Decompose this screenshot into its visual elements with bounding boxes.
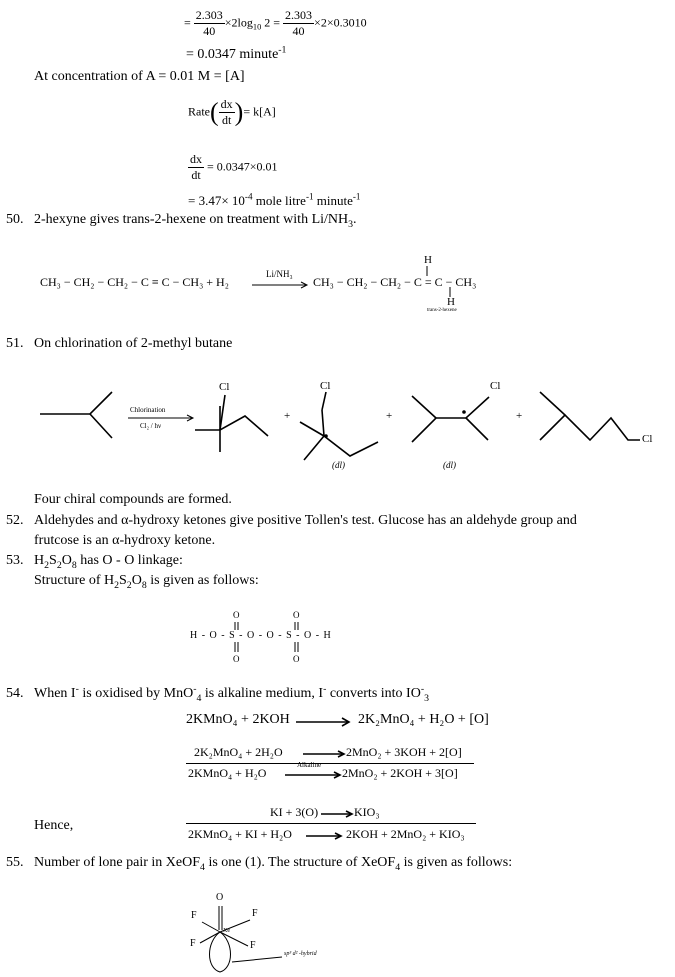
equation-rate-constant: = $\frac{2.303}{40}$ $\times 2\log_{10}$ 2 = $\frac{2.303}{40}$ ×2×0.3010 — [184, 8, 367, 38]
rate-equation: Rate( $\frac{dx}{dt}$ )= k[A] — [188, 97, 276, 127]
eq-b-left: 2K₂MnO₄ + 2H₂O — [194, 745, 283, 759]
hexyne-reactant: CH₃ − CH₂ − CH₂ − C ≡ C − CH₃ + H₂ — [40, 275, 229, 289]
eq-e-left: 2KMnO₄ + KI + H₂O — [188, 827, 292, 841]
chlorination-reagent: Chlorination — [130, 406, 166, 414]
xeof4-o: O — [216, 892, 224, 903]
question-52-number: 52. — [6, 513, 24, 528]
o-top-2: O — [293, 610, 300, 620]
cl-label-3: Cl — [490, 380, 501, 392]
hybrid-label: sp³ d² -hybrid — [284, 951, 317, 957]
reagent-li-nh3: Li/NH₃ — [266, 269, 293, 279]
question-54-text: When I- is oxidised by MnO-$_4$ is alkaline medium, I- converts into $IO^-_3$ — [34, 683, 429, 704]
question-52-line1: Aldehydes and α-hydroxy ketones give positive Tollen's test. Glucose has an aldehyde group and — [34, 513, 577, 528]
eq-c-right: 2MnO₂ + 2KOH + 3[O] — [342, 766, 458, 780]
cl-label-2: Cl — [320, 380, 331, 392]
plus-1: + — [284, 410, 291, 422]
xeof4-xe: Xe — [223, 928, 230, 934]
eq-b-right: 2MnO₂ + 3KOH + 2[O] — [346, 745, 462, 759]
eq-d-left: KI + 3(O) — [270, 805, 319, 819]
dl-label-2: (dl) — [443, 460, 456, 470]
question-53-line1: $H_2S_2O_8$ has O - O linkage: — [34, 553, 183, 571]
xeof4-f4: F — [250, 940, 256, 951]
eq-d-right: KIO₃ — [354, 805, 380, 819]
question-54-number: 54. — [6, 686, 24, 701]
eq-c-reagent: Alkaline — [297, 761, 322, 769]
dl-label-1: (dl) — [332, 460, 345, 470]
plus-2: + — [386, 410, 393, 422]
question-51-text: On chlorination of 2-methyl butane — [34, 336, 233, 351]
o-bottom-2: O — [293, 654, 300, 664]
h-bottom: H — [447, 296, 455, 308]
xeof4-f3: F — [190, 938, 196, 949]
peroxydisulfuric-structure: H - O - S - O - O - S - O - H — [190, 630, 332, 641]
equals-sign: = — [184, 15, 191, 30]
eq-a-right: 2K₂MnO₄ + H₂O + [O] — [358, 712, 489, 727]
fraction: $\frac{2.303}{40}$ — [285, 8, 313, 38]
question-50-text: 2-hexyne gives trans-2-hexene on treatment with $Li/NH_3$. — [34, 212, 357, 230]
question-55-text: Number of lone pair in XeOF$_4$ is one (1). The structure of XeOF$_4$ is given as follows: — [34, 855, 513, 873]
xeof4-f1: F — [191, 910, 197, 921]
trans-2-hexene-label: trans-2-hexene — [427, 308, 457, 313]
eq-c-left: 2KMnO₄ + H₂O — [188, 766, 267, 780]
hence-label: Hence, — [34, 818, 74, 833]
fraction: $\frac{2.303}{40}$ — [195, 8, 223, 38]
question-50-number: 50. — [6, 212, 24, 227]
plus-3: + — [516, 410, 523, 422]
hexene-product: CH₃ − CH₂ − CH₂ − C = C − CH₃ — [313, 275, 477, 289]
concentration-line: At concentration of A = 0.01 M = [A] — [34, 69, 245, 84]
o-top-1: O — [233, 610, 240, 620]
chlorination-conditions: Cl₂ / hν — [140, 422, 162, 430]
h-top: H — [424, 254, 432, 266]
question-55-number: 55. — [6, 855, 24, 870]
dxdt-equation: $\frac{dx}{dt}$ = 0.0347×0.01 — [190, 152, 278, 182]
equation-k-value: = 0.0347 minute$^{-1}$ — [186, 44, 287, 62]
cl-label-4: Cl — [642, 433, 653, 445]
question-52-line2: frutcose is an α-hydroxy ketone. — [34, 533, 216, 548]
xeof4-f2: F — [252, 908, 258, 919]
o-bottom-1: O — [233, 654, 240, 664]
eq-e-right: 2KOH + 2MnO₂ + KIO₃ — [346, 827, 465, 841]
question-53-number: 53. — [6, 553, 24, 568]
question-53-line2: Structure of $H_2S_2O_8$ is given as follows: — [34, 573, 259, 591]
eq-a-left: 2KMnO₄ + 2KOH — [186, 712, 290, 727]
question-51-number: 51. — [6, 336, 24, 351]
cl-label-1: Cl — [219, 381, 230, 393]
result-line: = $3.47\times 10^{-4}$ mole litre$^{-1}$ minute$^{-1}$ — [188, 191, 361, 208]
q51-conclusion: Four chiral compounds are formed. — [34, 492, 232, 507]
